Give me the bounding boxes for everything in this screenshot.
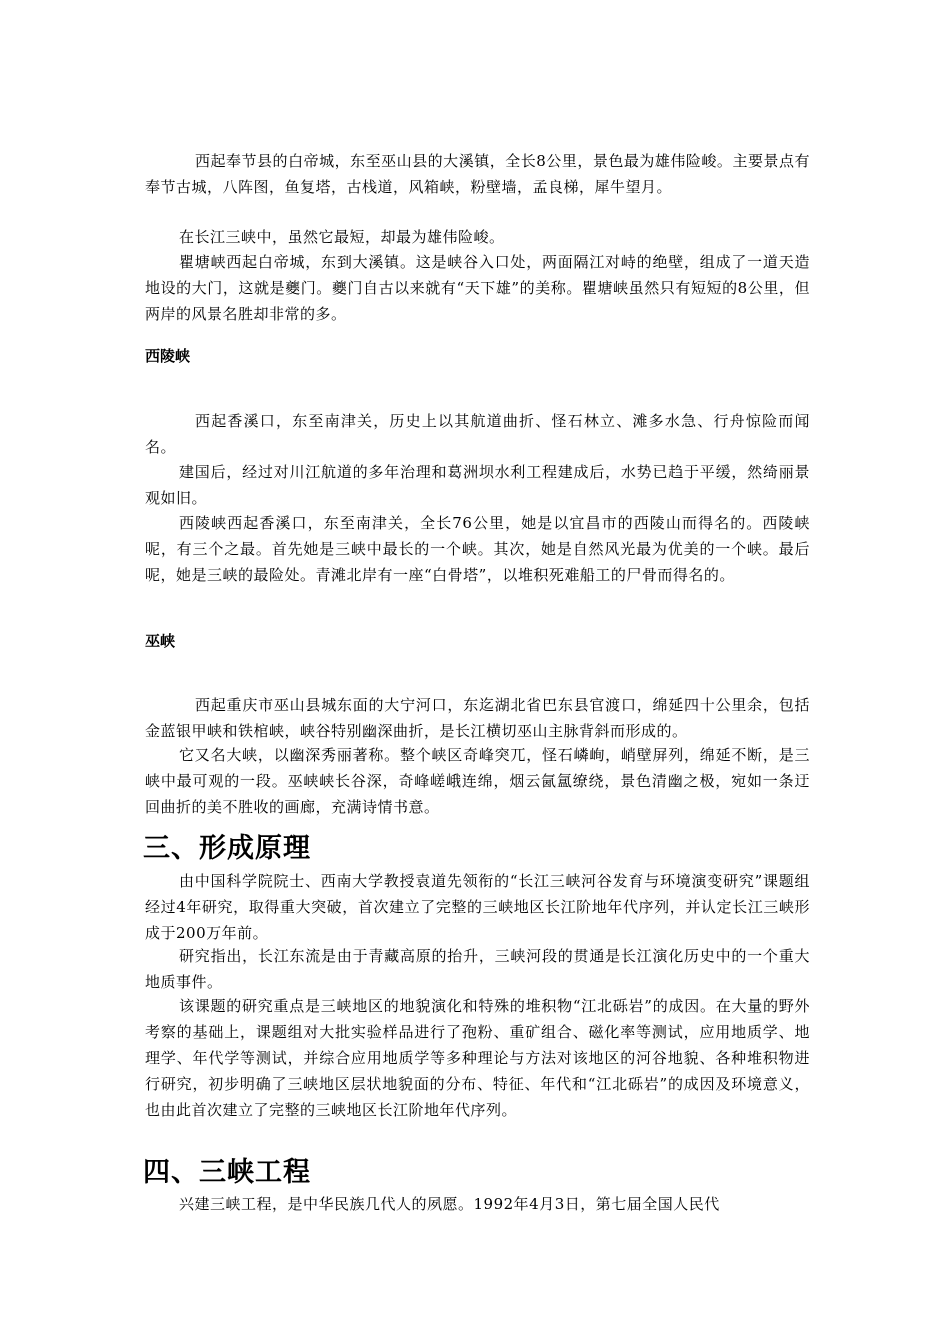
wu-intro-paragraph: 西起重庆市巫山县城东面的大宁河口，东迄湖北省巴东县官渡口，绵延四十公里余，包括金蓝银甲峡和铁棺峡，峡谷特别幽深曲折，是长江横切巫山主脉背斜而形成的。 xyxy=(145,696,810,740)
section3-paragraph-2: 研究指出，长江东流是由于青藏高原的抬升，三峡河段的贯通是长江演化历史中的一个重大地质事件。 xyxy=(145,947,810,991)
xiling-detail-paragraph: 西陵峡西起香溪口，东至南津关，全长76公里，她是以宜昌市的西陵山而得名的。西陵峡呢，有三个之最。首先她是三峡中最长的一个峡。其次，她是自然风光最为优美的一个峡。最后呢，她是三峡的最险处。青滩北岸有一座“白骨塔”，以堆积死难船工的尸骨而得名的。 xyxy=(145,514,810,584)
xiling-intro-paragraph: 西起香溪口，东至南津关，历史上以其航道曲折、怪石林立、滩多水急、行舟惊险而闻名。 xyxy=(145,412,810,456)
section4-paragraph-1: 兴建三峡工程，是中华民族几代人的夙愿。1992年4月3日，第七届全国人民代 xyxy=(179,1195,720,1213)
section3-paragraph-1: 由中国科学院院士、西南大学教授袁道先领衔的“长江三峡河谷发育与环境演变研究”课题组经过4年研究，取得重大突破，首次建立了完整的三峡地区长江阶地年代序列，并认定长江三峡形成于200万年前。 xyxy=(145,872,810,942)
qutang-detail-paragraph: 瞿塘峡西起白帝城，东到大溪镇。这是峡谷入口处，两面隔江对峙的绝壁，组成了一道天造地设的大门，这就是夔门。夔门自古以来就有“天下雄”的美称。瞿塘峡虽然只有短短的8公里，但两岸的风景名胜却非常的多。 xyxy=(145,253,810,323)
xiling-subheading: 西陵峡 xyxy=(145,347,191,365)
wu-detail-paragraph: 它又名大峡，以幽深秀丽著称。整个峡区奇峰突兀，怪石嶙峋，峭壁屏列，绵延不断，是三峡中最可观的一段。巫峡峡长谷深，奇峰嵯峨连绵，烟云氤氲缭绕，景色清幽之极，宛如一条迂回曲折的美不胜收的画廊，充满诗情书意。 xyxy=(145,746,810,816)
section4-heading: 四、三峡工程 xyxy=(143,1157,311,1188)
qutang-summary-paragraph: 在长江三峡中，虽然它最短，却最为雄伟险峻。 xyxy=(179,228,505,246)
xiling-history-paragraph: 建国后，经过对川江航道的多年治理和葛洲坝水利工程建成后，水势已趋于平缓，然绮丽景观如旧。 xyxy=(145,463,810,507)
qutang-intro-paragraph: 西起奉节县的白帝城，东至巫山县的大溪镇，全长8公里，景色最为雄伟险峻。主要景点有奉节古城，八阵图，鱼复塔，古栈道，风箱峡，粉壁墙，孟良梯，犀牛望月。 xyxy=(145,152,810,196)
section3-heading: 三、形成原理 xyxy=(143,833,311,864)
section3-paragraph-3: 该课题的研究重点是三峡地区的地貌演化和特殊的堆积物“江北砾岩”的成因。在大量的野外考察的基础上，课题组对大批实验样品进行了孢粉、重矿组合、磁化率等测试，应用地质学、地理学、年代学等测试，并综合应用地质学等多种理论与方法对该地区的河谷地貌、各种堆积物进行研究，初步明确了三峡地区层状地貌面的分布、特征、年代和“江北砾岩”的成因及环境意义，也由此首次建立了完整的三峡地区长江阶地年代序列。 xyxy=(145,997,810,1119)
wu-subheading: 巫峡 xyxy=(145,632,176,650)
